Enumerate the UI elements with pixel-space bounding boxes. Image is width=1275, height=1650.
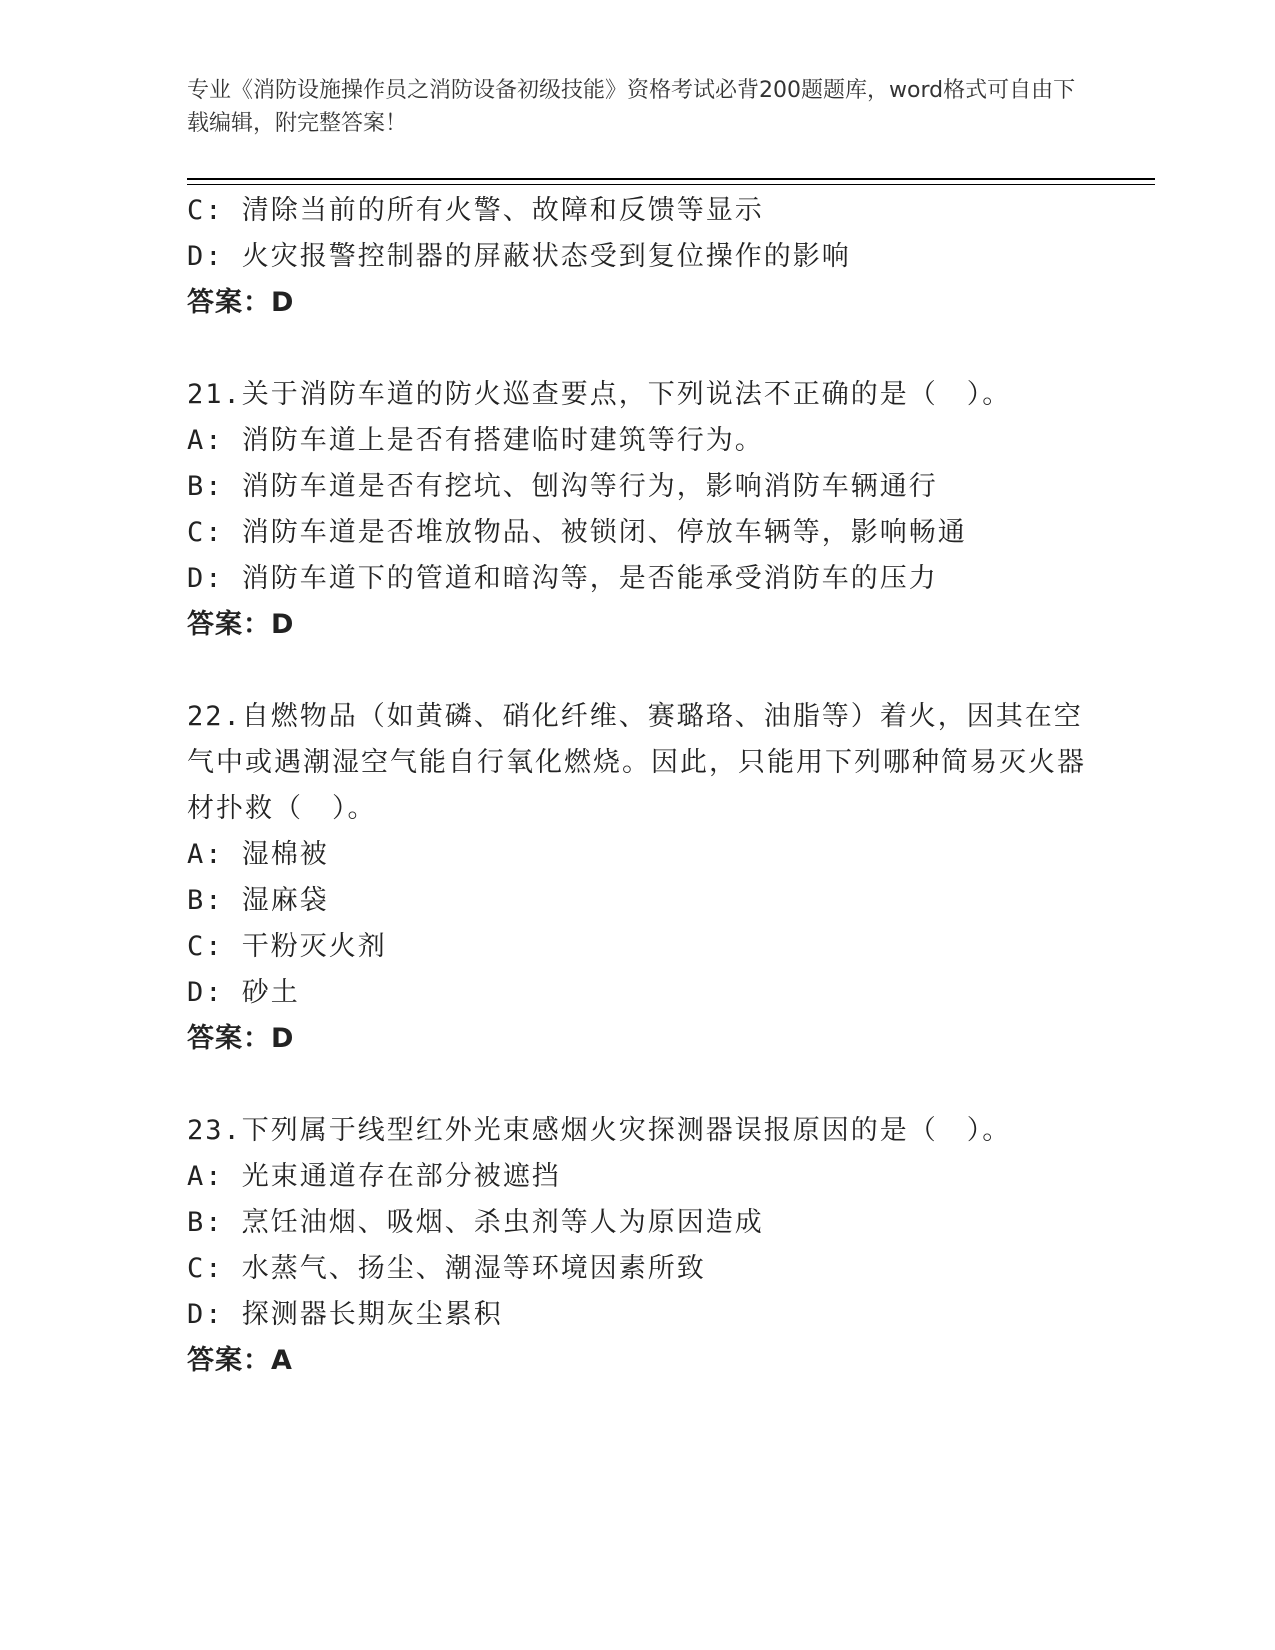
- question-stem: 22.自燃物品（如黄磷、硝化纤维、赛璐珞、油脂等）着火，因其在空气中或遇潮湿空气能自行氧化燃烧。因此，只能用下列哪种简易灭火器材扑救（ ）。: [187, 701, 1086, 824]
- header-rule-thick: [187, 178, 1155, 180]
- option-d: D: 消防车道下的管道和暗沟等，是否能承受消防车的压力: [187, 563, 938, 594]
- header-rule-thin: [187, 184, 1155, 185]
- option-d: D: 火灾报警控制器的屏蔽状态受到复位操作的影响: [187, 241, 851, 272]
- option-d: D: 砂土: [187, 977, 300, 1008]
- option-b: B: 烹饪油烟、吸烟、杀虫剂等人为原因造成: [187, 1207, 764, 1238]
- answer-line: 答案：A: [187, 1345, 293, 1376]
- option-b: B: 消防车道是否有挖坑、刨沟等行为，影响消防车辆通行: [187, 471, 938, 502]
- prev-question-tail: [187, 188, 1087, 326]
- option-a: A: 湿棉被: [187, 839, 329, 870]
- option-c: C: 清除当前的所有火警、故障和反馈等显示: [187, 195, 764, 226]
- question-21: [187, 372, 1087, 648]
- option-d: D: 探测器长期灰尘累积: [187, 1299, 503, 1330]
- answer-line: 答案：D: [187, 609, 295, 640]
- option-c: C: 消防车道是否堆放物品、被锁闭、停放车辆等，影响畅通: [187, 517, 967, 548]
- option-a: A: 消防车道上是否有搭建临时建筑等行为。: [187, 425, 764, 456]
- answer-line: 答案：D: [187, 287, 295, 318]
- option-c: C: 水蒸气、扬尘、潮湿等环境因素所致: [187, 1253, 706, 1284]
- option-b: B: 湿麻袋: [187, 885, 329, 916]
- document-body: [187, 188, 1087, 1384]
- question-23: [187, 1108, 1087, 1384]
- answer-line: 答案：D: [187, 1023, 295, 1054]
- option-c: C: 干粉灭火剂: [187, 931, 387, 962]
- page-header: 专业《消防设施操作员之消防设备初级技能》资格考试必背200题题库，word格式可自由下载编辑，附完整答案！: [187, 78, 1076, 136]
- question-stem: 23.下列属于线型红外光束感烟火灾探测器误报原因的是（ ）。: [187, 1115, 1012, 1146]
- question-stem: 21.关于消防车道的防火巡查要点，下列说法不正确的是（ ）。: [187, 379, 1012, 410]
- question-22: [187, 694, 1087, 1062]
- option-a: A: 光束通道存在部分被遮挡: [187, 1161, 561, 1192]
